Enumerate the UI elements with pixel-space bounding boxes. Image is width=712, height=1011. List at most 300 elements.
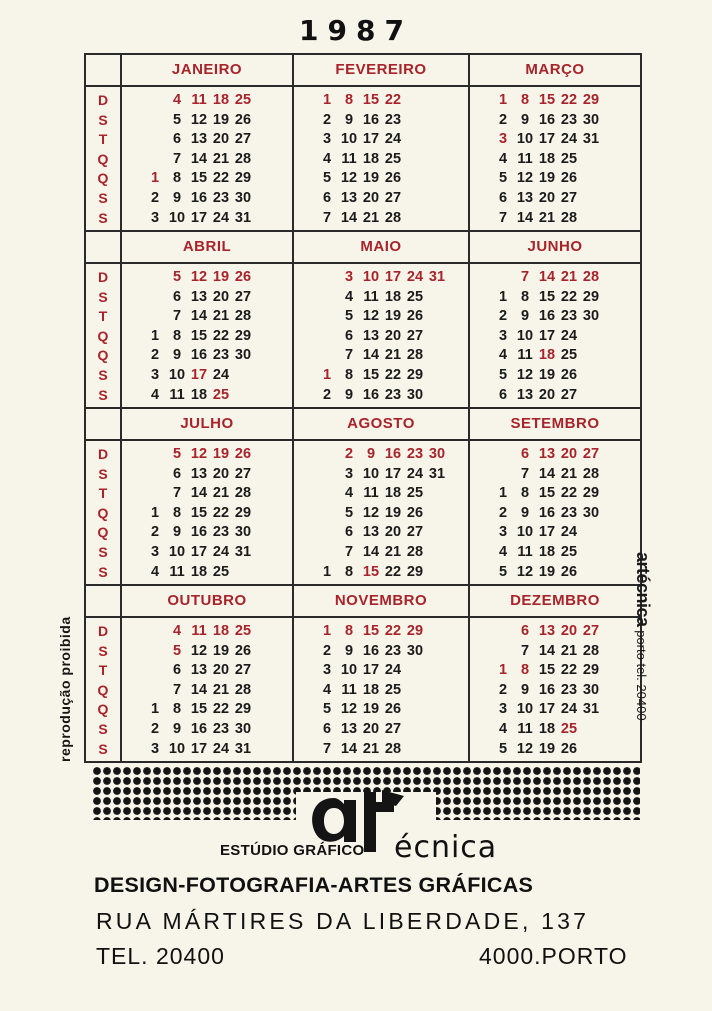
day-number: 5 <box>498 366 508 383</box>
day-number: 27 <box>234 131 252 148</box>
day-number: 14 <box>538 269 556 285</box>
day-number <box>404 661 426 681</box>
day-number <box>426 740 448 760</box>
day-number: 13 <box>190 662 208 679</box>
day-number: 19 <box>212 446 230 462</box>
day-number: 5 <box>172 446 182 462</box>
day-number: 2 <box>322 386 332 403</box>
day-number: 11 <box>517 150 533 167</box>
day-number: 1 <box>150 170 160 187</box>
day-number: 10 <box>168 543 186 560</box>
weekday-label: D <box>97 269 109 285</box>
day-number: 24 <box>406 269 424 285</box>
day-number: 1 <box>498 92 508 108</box>
day-number <box>254 563 276 583</box>
day-number: 27 <box>384 720 402 737</box>
day-number: 1 <box>322 623 332 639</box>
weekday-label: Q <box>97 327 109 344</box>
month-header <box>121 585 293 617</box>
day-number <box>426 543 448 563</box>
day-number: 3 <box>322 131 332 148</box>
month-header <box>293 585 469 617</box>
day-number: 13 <box>538 446 556 462</box>
month-days <box>293 617 469 762</box>
day-number: 14 <box>190 681 208 698</box>
day-number: 28 <box>384 740 402 757</box>
day-number <box>254 700 276 720</box>
day-number <box>144 307 166 327</box>
day-number: 30 <box>406 386 424 403</box>
day-number: 22 <box>384 563 402 580</box>
day-number <box>254 622 276 642</box>
day-number: 18 <box>538 720 556 737</box>
day-number: 8 <box>520 662 530 679</box>
day-number: 11 <box>169 386 185 403</box>
day-number <box>602 563 624 583</box>
day-number: 31 <box>428 465 446 482</box>
day-number <box>602 622 624 642</box>
day-number: 8 <box>172 504 182 521</box>
day-number: 21 <box>560 269 578 285</box>
estudio-label: ESTÚDIO GRÁFICO <box>220 842 365 859</box>
day-number: 22 <box>212 504 230 521</box>
day-number <box>580 720 602 740</box>
day-number <box>602 386 624 406</box>
day-number <box>426 169 448 189</box>
day-number: 25 <box>406 485 424 502</box>
day-number: 24 <box>560 327 578 344</box>
day-number: 18 <box>384 485 402 502</box>
day-number: 11 <box>517 543 533 560</box>
day-number: 13 <box>516 189 534 206</box>
day-number <box>254 465 276 485</box>
month-name: FEVEREIRO <box>335 61 427 78</box>
day-number <box>492 642 514 662</box>
day-number: 20 <box>212 662 230 679</box>
day-number: 18 <box>362 150 380 167</box>
day-number: 10 <box>168 366 186 383</box>
day-number: 20 <box>362 189 380 206</box>
day-number: 9 <box>520 111 530 128</box>
day-number: 17 <box>190 366 208 383</box>
day-number <box>404 681 426 701</box>
day-number: 15 <box>538 485 556 502</box>
day-number <box>144 622 166 642</box>
day-number <box>426 307 448 327</box>
day-number: 25 <box>560 150 578 167</box>
day-number: 31 <box>582 131 600 148</box>
day-number: 12 <box>362 308 380 325</box>
day-number <box>426 681 448 701</box>
day-number: 16 <box>384 446 402 462</box>
corner-cell <box>85 54 121 86</box>
day-number: 20 <box>212 288 230 305</box>
day-number: 26 <box>384 701 402 718</box>
day-number <box>602 465 624 485</box>
month-days <box>293 440 469 585</box>
month-days <box>469 440 641 585</box>
day-number: 26 <box>234 642 252 659</box>
weekday-label: S <box>98 465 108 482</box>
day-number: 24 <box>384 662 402 679</box>
day-number: 5 <box>344 308 354 325</box>
day-number: 12 <box>516 366 534 383</box>
day-number: 5 <box>498 170 508 187</box>
day-number: 28 <box>234 681 252 698</box>
day-number <box>404 169 426 189</box>
day-number: 6 <box>344 327 354 344</box>
day-number: 13 <box>190 288 208 305</box>
calendar-grid <box>84 53 642 763</box>
day-number: 11 <box>341 150 357 167</box>
month-name: MARÇO <box>525 61 585 78</box>
day-number <box>426 288 448 308</box>
day-number: 14 <box>516 209 534 226</box>
day-number: 9 <box>344 111 354 128</box>
day-number <box>254 484 276 504</box>
weekday-label: S <box>98 642 108 659</box>
day-number <box>254 189 276 209</box>
day-number: 8 <box>172 327 182 344</box>
day-number: 14 <box>362 347 380 364</box>
month-days <box>469 263 641 408</box>
day-number: 1 <box>498 485 508 502</box>
weekday-label: Q <box>97 681 109 698</box>
day-number: 4 <box>498 347 508 364</box>
day-number: 13 <box>362 327 380 344</box>
day-number <box>602 130 624 150</box>
day-number: 11 <box>363 288 379 305</box>
day-number: 20 <box>212 131 230 148</box>
day-number: 29 <box>582 485 600 502</box>
day-number: 29 <box>234 701 252 718</box>
day-number <box>144 91 166 111</box>
day-number: 28 <box>406 543 424 560</box>
day-number: 16 <box>538 681 556 698</box>
day-number <box>404 209 426 229</box>
day-number: 11 <box>517 347 533 364</box>
day-number <box>580 543 602 563</box>
day-number: 21 <box>560 642 578 659</box>
day-number: 31 <box>428 269 446 285</box>
day-number: 29 <box>234 327 252 344</box>
day-number: 28 <box>582 465 600 482</box>
day-number: 18 <box>538 543 556 560</box>
day-number: 11 <box>517 720 533 737</box>
day-number <box>144 445 166 465</box>
day-number: 30 <box>406 642 424 659</box>
day-number: 3 <box>150 366 160 383</box>
weekday-label: Q <box>97 150 109 167</box>
day-number <box>144 484 166 504</box>
day-number <box>580 386 602 406</box>
day-number: 24 <box>212 740 230 757</box>
day-number: 31 <box>234 209 252 226</box>
month-days <box>121 440 293 585</box>
day-number <box>232 366 254 386</box>
day-number: 25 <box>384 681 402 698</box>
day-number <box>254 150 276 170</box>
day-number: 10 <box>516 327 534 344</box>
day-number: 12 <box>362 504 380 521</box>
day-number <box>316 346 338 366</box>
day-number: 2 <box>498 111 508 128</box>
day-number <box>426 563 448 583</box>
weekday-label: S <box>98 209 108 226</box>
day-number: 5 <box>322 701 332 718</box>
day-number <box>144 642 166 662</box>
day-number <box>254 543 276 563</box>
weekday-label: T <box>98 308 108 325</box>
day-number: 19 <box>362 701 380 718</box>
day-number: 3 <box>498 131 508 148</box>
weekday-label: D <box>97 446 109 462</box>
day-number <box>426 661 448 681</box>
day-number: 22 <box>560 288 578 305</box>
day-number <box>144 268 166 288</box>
day-number: 19 <box>362 170 380 187</box>
day-number <box>254 720 276 740</box>
day-number: 1 <box>150 327 160 344</box>
day-number <box>254 740 276 760</box>
month-days <box>121 617 293 762</box>
month-header <box>469 231 641 263</box>
day-number: 8 <box>344 623 354 639</box>
day-number: 10 <box>516 701 534 718</box>
day-number <box>426 150 448 170</box>
day-number: 6 <box>344 524 354 541</box>
day-number: 30 <box>234 720 252 737</box>
day-number: 29 <box>582 92 600 108</box>
day-number <box>602 740 624 760</box>
day-number <box>144 465 166 485</box>
corner-cell <box>85 231 121 263</box>
day-number: 23 <box>212 720 230 737</box>
weekday-label: S <box>98 563 108 580</box>
day-number: 29 <box>406 366 424 383</box>
day-number <box>144 111 166 131</box>
day-number: 26 <box>234 446 252 462</box>
day-number: 6 <box>172 662 182 679</box>
day-number: 28 <box>582 269 600 285</box>
weekday-label: T <box>98 662 108 679</box>
day-number: 12 <box>190 269 208 285</box>
month-name: NOVEMBRO <box>334 592 428 609</box>
day-number <box>580 327 602 347</box>
day-number: 2 <box>344 446 354 462</box>
day-number: 28 <box>560 209 578 226</box>
month-header <box>121 231 293 263</box>
day-number: 10 <box>168 740 186 757</box>
day-number: 21 <box>212 150 230 167</box>
day-number: 21 <box>212 681 230 698</box>
day-number: 10 <box>340 131 358 148</box>
day-number: 26 <box>234 111 252 128</box>
month-name: OUTUBRO <box>167 592 247 609</box>
day-number: 6 <box>322 189 332 206</box>
day-number <box>426 642 448 662</box>
day-number <box>254 642 276 662</box>
day-number <box>426 366 448 386</box>
day-number <box>602 288 624 308</box>
day-number: 14 <box>190 308 208 325</box>
day-number: 22 <box>560 92 578 108</box>
day-number: 23 <box>384 111 402 128</box>
month-header <box>293 231 469 263</box>
weekday-column <box>85 86 121 231</box>
month-name: JULHO <box>180 415 234 432</box>
day-number <box>426 91 448 111</box>
day-number <box>602 681 624 701</box>
day-number <box>602 169 624 189</box>
day-number: 14 <box>190 150 208 167</box>
day-number: 30 <box>582 308 600 325</box>
day-number: 5 <box>172 111 182 128</box>
day-number: 27 <box>582 446 600 462</box>
day-number: 3 <box>498 524 508 541</box>
day-number: 9 <box>520 504 530 521</box>
day-number: 26 <box>406 504 424 521</box>
day-number <box>602 91 624 111</box>
day-number: 3 <box>150 209 160 226</box>
day-number: 11 <box>363 485 379 502</box>
day-number: 13 <box>538 623 556 639</box>
day-number: 22 <box>212 327 230 344</box>
day-number <box>404 150 426 170</box>
day-number: 15 <box>190 701 208 718</box>
day-number <box>404 700 426 720</box>
day-number <box>254 445 276 465</box>
day-number: 14 <box>538 465 556 482</box>
day-number: 9 <box>344 642 354 659</box>
day-number: 25 <box>560 347 578 364</box>
day-number: 4 <box>150 386 160 403</box>
day-number <box>254 268 276 288</box>
day-number: 19 <box>212 269 230 285</box>
day-number: 21 <box>212 485 230 502</box>
month-header <box>469 585 641 617</box>
day-number: 27 <box>406 327 424 344</box>
month-header <box>469 54 641 86</box>
month-days <box>469 86 641 231</box>
day-number: 22 <box>384 623 402 639</box>
day-number: 7 <box>344 347 354 364</box>
day-number: 28 <box>582 642 600 659</box>
day-number: 10 <box>168 209 186 226</box>
day-number <box>602 523 624 543</box>
day-number: 7 <box>520 269 530 285</box>
day-number: 25 <box>212 386 230 403</box>
day-number: 15 <box>190 170 208 187</box>
day-number: 17 <box>190 543 208 560</box>
day-number: 13 <box>516 386 534 403</box>
day-number: 7 <box>322 209 332 226</box>
day-number: 7 <box>172 308 182 325</box>
weekday-label: D <box>97 623 109 639</box>
day-number <box>580 189 602 209</box>
day-number <box>316 268 338 288</box>
day-number: 19 <box>538 366 556 383</box>
day-number: 1 <box>498 662 508 679</box>
day-number: 29 <box>582 662 600 679</box>
day-number: 9 <box>344 386 354 403</box>
day-number: 26 <box>384 170 402 187</box>
weekday-column <box>85 263 121 408</box>
day-number: 30 <box>234 347 252 364</box>
day-number: 26 <box>560 366 578 383</box>
day-number: 4 <box>344 485 354 502</box>
day-number: 16 <box>362 642 380 659</box>
day-number: 23 <box>384 642 402 659</box>
day-number: 25 <box>560 720 578 737</box>
day-number: 17 <box>362 131 380 148</box>
day-number <box>602 484 624 504</box>
month-name: AGOSTO <box>347 415 415 432</box>
day-number: 24 <box>406 465 424 482</box>
day-number: 17 <box>538 701 556 718</box>
day-number <box>426 386 448 406</box>
day-number: 23 <box>384 386 402 403</box>
day-number: 12 <box>190 642 208 659</box>
day-number: 31 <box>582 701 600 718</box>
day-number: 8 <box>172 701 182 718</box>
day-number: 7 <box>498 209 508 226</box>
day-number <box>316 288 338 308</box>
day-number: 20 <box>560 446 578 462</box>
day-number <box>602 543 624 563</box>
day-number: 27 <box>560 189 578 206</box>
day-number <box>254 169 276 189</box>
day-number <box>602 366 624 386</box>
day-number <box>254 209 276 229</box>
day-number <box>492 465 514 485</box>
day-number: 3 <box>344 465 354 482</box>
day-number: 5 <box>172 269 182 285</box>
day-number: 14 <box>362 543 380 560</box>
day-number: 28 <box>234 308 252 325</box>
day-number: 2 <box>322 642 332 659</box>
day-number <box>144 681 166 701</box>
day-number <box>492 445 514 465</box>
day-number <box>580 346 602 366</box>
month-days <box>293 263 469 408</box>
month-name: SETEMBRO <box>510 415 600 432</box>
day-number: 17 <box>384 465 402 482</box>
day-number: 8 <box>520 485 530 502</box>
weekday-label: T <box>98 485 108 502</box>
day-number <box>316 543 338 563</box>
day-number: 24 <box>384 131 402 148</box>
day-number: 16 <box>362 386 380 403</box>
day-number: 3 <box>344 269 354 285</box>
day-number: 9 <box>520 681 530 698</box>
day-number: 18 <box>190 563 208 580</box>
weekday-label: S <box>98 189 108 206</box>
day-number: 12 <box>516 563 534 580</box>
day-number: 11 <box>169 563 185 580</box>
day-number: 5 <box>498 563 508 580</box>
day-number <box>254 523 276 543</box>
day-number: 27 <box>234 662 252 679</box>
day-number: 7 <box>520 642 530 659</box>
day-number: 21 <box>384 347 402 364</box>
month-name: ABRIL <box>182 238 232 255</box>
day-number: 10 <box>362 465 380 482</box>
day-number: 25 <box>384 150 402 167</box>
day-number: 12 <box>516 170 534 187</box>
day-number: 20 <box>538 386 556 403</box>
day-number: 22 <box>212 170 230 187</box>
